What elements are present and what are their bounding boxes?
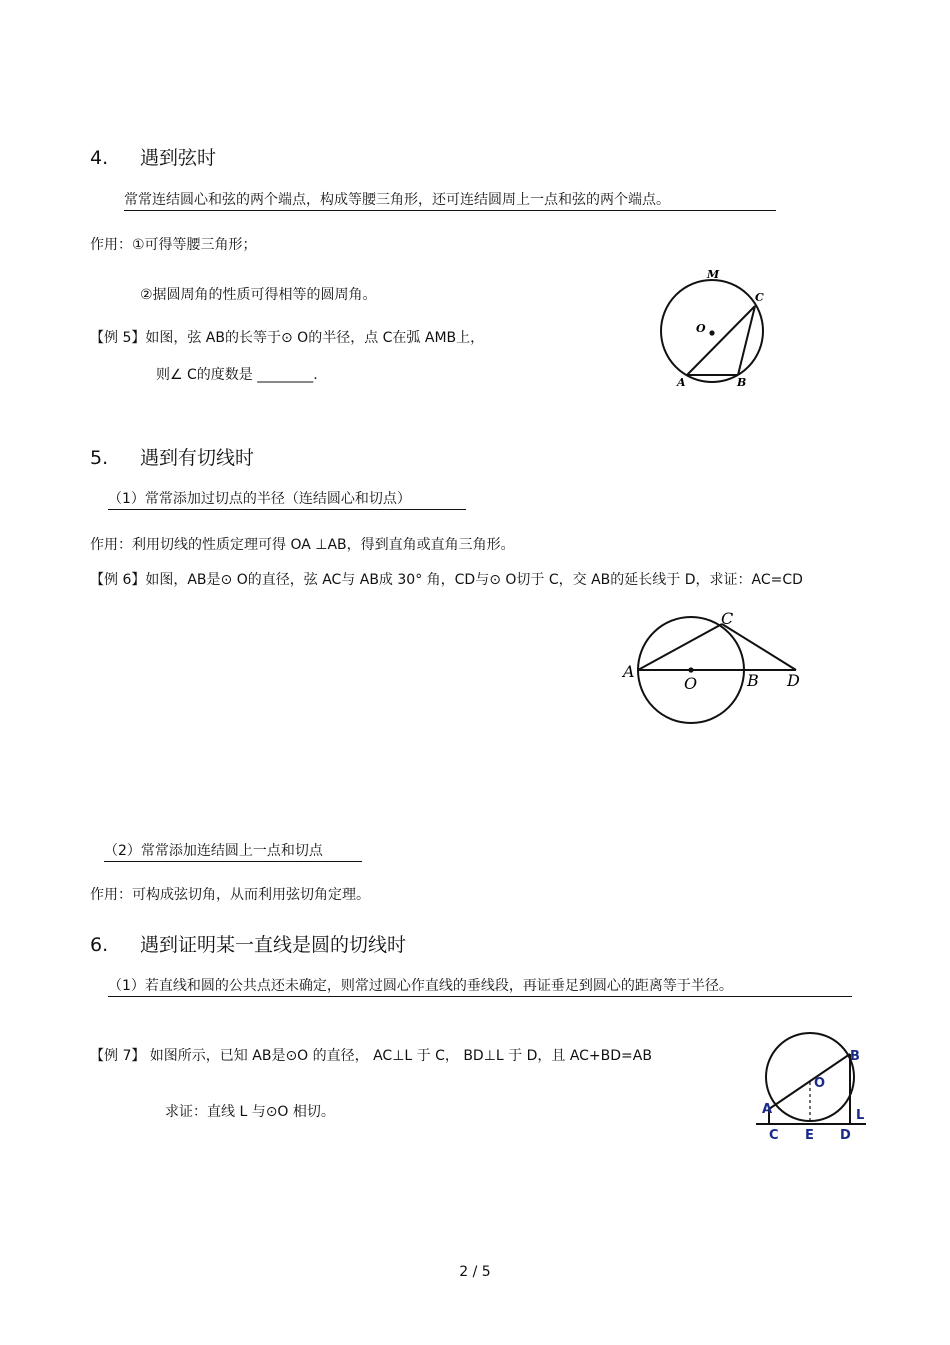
section-4-use-1: 作用：①可得等腰三角形； <box>90 237 257 253</box>
section-6-heading <box>90 930 406 957</box>
section-title: 遇到有切线时 <box>140 447 255 469</box>
figure-6 <box>620 605 810 730</box>
figure-7 <box>752 1030 872 1145</box>
section-4-use-2: ②据圆周角的性质可得相等的圆周角。 <box>140 287 377 303</box>
tangent-cd <box>722 624 796 670</box>
example-7-line-2: 求证：直线 L 与⊙O 相切。 <box>165 1104 335 1120</box>
label-c: C <box>755 291 764 304</box>
section-4-heading <box>90 143 216 170</box>
section-5-heading <box>90 443 254 470</box>
label-e: E <box>805 1128 814 1143</box>
label-a: A <box>623 662 635 681</box>
example-6-text: 【例 6】如图，AB是⊙ O的直径，弦 AC与 AB成 30° 角，CD与⊙ O切于 C，交 AB的延长线于 D，求证：AC=CD <box>90 572 803 588</box>
section-title: 遇到证明某一直线是圆的切线时 <box>140 934 407 956</box>
label-o: O <box>696 322 706 335</box>
example-5-line-2: 则∠ C的度数是 ________. <box>156 367 318 383</box>
section-4-description: 常常连结圆心和弦的两个端点，构成等腰三角形，还可连结圆周上一点和弦的两个端点。 <box>124 189 776 211</box>
label-b: B <box>747 671 759 690</box>
label-d: D <box>787 671 800 690</box>
label-b: B <box>737 376 747 389</box>
section-5-subpoint-1: （1）常常添加过切点的半径（连结圆心和切点） <box>108 488 466 510</box>
example-7-line-1: 【例 7】 如图所示，已知 AB是⊙O 的直径， AC⊥L 于 C， BD⊥L 于 D，且 AC+BD=AB <box>90 1048 652 1064</box>
label-o: O <box>684 674 698 693</box>
section-number: 4. <box>90 147 109 169</box>
label-m: M <box>707 268 720 281</box>
example-5-line-1: 【例 5】如图，弦 AB的长等于⊙ O的半径，点 C在弧 AMB上， <box>90 330 485 346</box>
section-number: 6. <box>90 934 109 956</box>
section-5-subpoint-2: （2）常常添加连结圆上一点和切点 <box>104 840 362 862</box>
center-point <box>709 330 714 335</box>
label-b: B <box>850 1049 860 1064</box>
label-l: L <box>856 1108 865 1123</box>
label-o: O <box>814 1076 826 1091</box>
section-5-use-2: 作用：可构成弦切角，从而利用弦切角定理。 <box>90 887 370 903</box>
section-title: 遇到弦时 <box>140 147 217 169</box>
center-point <box>688 667 693 672</box>
section-5-use-1: 作用：利用切线的性质定理可得 OA ⊥AB，得到直角或直角三角形。 <box>90 537 515 553</box>
section-number: 5. <box>90 447 109 469</box>
chord-cb <box>738 306 755 375</box>
page-number: 2 / 5 <box>459 1264 491 1280</box>
chord-ac <box>638 624 722 670</box>
label-a: A <box>677 376 686 389</box>
label-c: C <box>769 1128 779 1143</box>
label-a: A <box>762 1102 773 1117</box>
label-d: D <box>840 1128 851 1143</box>
label-c: C <box>721 609 734 628</box>
chord-ac <box>687 306 755 375</box>
figure-5 <box>650 265 780 395</box>
section-6-subpoint-1: （1）若直线和圆的公共点还未确定，则常过圆心作直线的垂线段，再证垂足到圆心的距离等于半径。 <box>108 975 852 997</box>
